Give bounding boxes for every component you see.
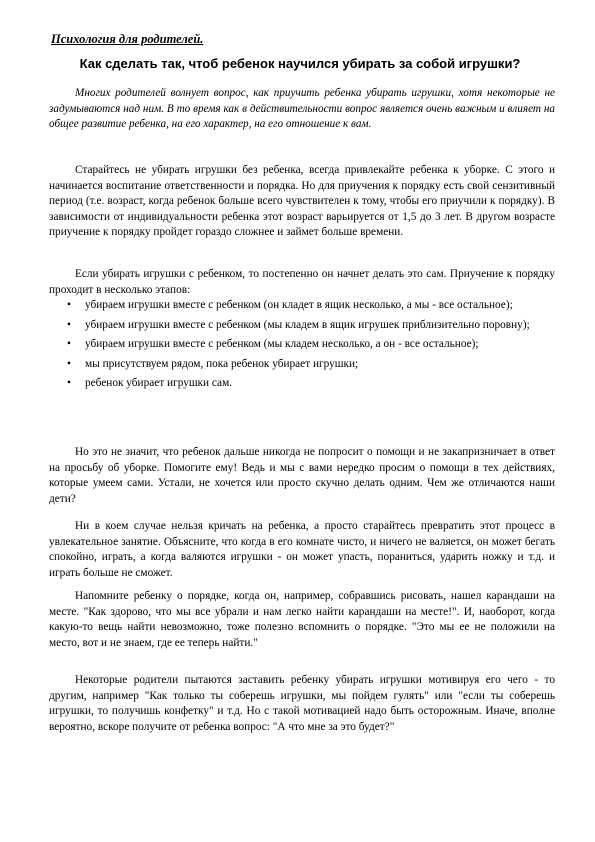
- list-item-text: убираем игрушки вместе с ребенком (мы кладем несколько, а он - все остальное);: [85, 338, 479, 351]
- section-heading: Психология для родителей.: [51, 32, 204, 46]
- paragraph: Некоторые родители пытаются заставить ребенку убирать игрушки мотивируя его чего - то другим, например "Как только ты соберешь игрушки, мы пойдем гулять" или "если ты соберешь игрушки, то получишь конфетку" и т.д. Но с такой мотивацией надо быть осторожным. Иначе, вполне вероятно, вскоре получите от ребенка вопрос: "А что мне за это будет?": [49, 674, 555, 733]
- bullet-icon: •: [67, 377, 71, 390]
- paragraph: Но это не значит, что ребенок дальше никогда не попросит о помощи и не закапризничает в ответ на просьбу об уборке. Помогите ему! Ведь и мы с вами нередко просим о помощи в тех действиях, которые умеем сами. Устали, не хочется или просто скучно делать одним. Чем же отличаются наши дети?: [49, 446, 555, 505]
- list-item: [49, 337, 555, 353]
- bullet-icon: •: [67, 318, 71, 331]
- list-item-text: убираем игрушки вместе с ребенком (мы кладем в ящик игрушек приблизительно поровну);: [85, 318, 530, 331]
- paragraph: Ни в коем случае нельзя кричать на ребенка, а просто старайтесь превратить этот процесс в увлекательное занятие. Объясните, что когда в его комнате чисто, и ничего не валяется, он может бегать спокойно, играть, а когда валяются игрушки - он может упасть, пораниться, ударить ножку и т.д. и играть больше не сможет.: [49, 520, 555, 579]
- list-item: [49, 357, 555, 373]
- list-item: [49, 318, 555, 334]
- paragraph: Напомните ребенку о порядке, когда он, например, собравшись рисовать, нашел карандаши на месте. "Как здорово, что мы все убрали и нам легко найти карандаши на месте!". И, наоборот, когда какую-то вещь найти невозможно, тоже полезно вспомнить о порядке. "Это мы ее не положили на место, вот и не знаем, где ее теперь найти.": [49, 590, 555, 649]
- intro-paragraph: Многих родителей волнует вопрос, как приучить ребенка убирать игрушки, хотя некоторые не задумываются над ним. В то время как в действительности вопрос является очень важным и влияет на общее развитие ребенка, на его характер, на его отношение к вам.: [49, 87, 555, 131]
- bullet-icon: •: [67, 299, 71, 311]
- paragraph: Если убирать игрушки с ребенком, то постепенно он начнет делать это сам. Приучение к порядку проходит в несколько этапов:: [49, 268, 555, 296]
- bullet-icon: •: [67, 357, 71, 370]
- list-item: [49, 376, 555, 392]
- list-item-text: ребенок убирает игрушки сам.: [85, 377, 233, 390]
- list-item-text: убираем игрушки вместе с ребенком (он кладет в ящик несколько, а мы - все остальное);: [85, 299, 513, 311]
- list-item: [49, 298, 555, 314]
- bullet-icon: •: [67, 338, 71, 351]
- paragraph: Старайтесь не убирать игрушки без ребенка, всегда привлекайте ребенка к уборке. С этого и начинается воспитание ответственности и порядка. Но для приучения к порядку есть свой сензитивный период (т.е. возраст, когда ребенок больше всего чувствителен к тому, чтобы его приучили к порядку). В зависимости от индивидуальности ребенка этот возраст варьируется от 1,5 до 3 лет. В другом возрасте приучение к порядку пройдет гораздо сложнее и займет больше времени.: [49, 164, 555, 239]
- page-title: Как сделать так, чтоб ребенок научился убирать за собой игрушки?: [79, 56, 521, 71]
- stages-list: [49, 298, 555, 396]
- list-item-text: мы присутствуем рядом, пока ребенок убирает игрушки;: [85, 357, 359, 370]
